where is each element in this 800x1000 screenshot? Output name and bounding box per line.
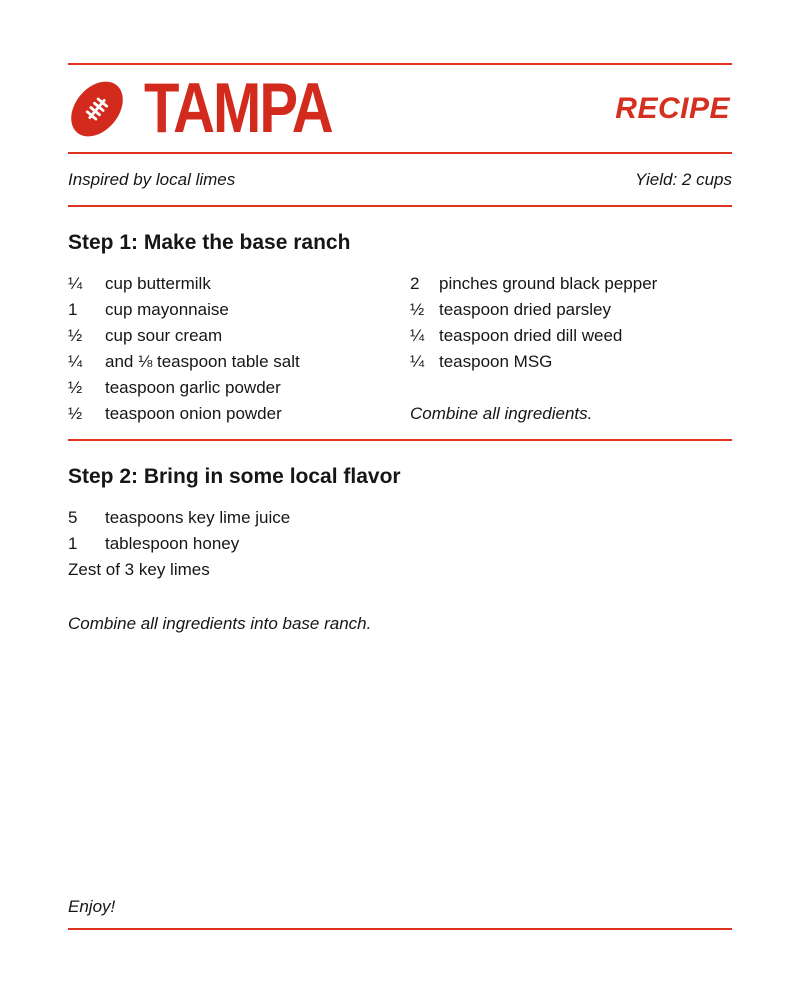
ingredient-row [410,271,732,297]
step2-title: Step 2: Bring in some local flavor [68,465,401,488]
ingredient-name: tablespoon honey [105,534,240,553]
ingredient-row [68,271,410,297]
ingredient-name: teaspoon dried dill weed [439,326,623,345]
ingredient-quantity: 1 [68,300,78,319]
ingredient-row [68,349,410,375]
ingredient-name: teaspoons key lime juice [105,508,291,527]
step2-ingredients [68,505,732,557]
doc-type-label: RECIPE [615,91,730,125]
ingredient-quantity: 1 [68,534,78,553]
step1-note: Combine all ingredients. [410,404,593,423]
closing-text: Enjoy! [68,897,116,916]
ingredient-quantity: ½ [68,404,83,423]
tampa-logo [68,68,332,148]
divider-meta [68,205,732,207]
step1-section [68,231,732,427]
ingredient-row [68,323,410,349]
football-icon [68,77,126,141]
step1-right-list [410,271,732,375]
ingredient-quantity: ¼ [410,326,425,345]
ingredient-row [68,401,410,427]
ingredient-quantity: ½ [68,326,83,345]
ingredient-row [68,531,732,557]
meta-row [68,154,732,205]
ingredient-name: teaspoon MSG [439,352,553,371]
divider-bottom [68,928,732,930]
ingredient-name: teaspoon dried parsley [439,300,612,319]
ingredient-name: pinches ground black pepper [439,274,658,293]
ingredient-name: cup buttermilk [105,274,211,293]
yield-text: Yield: 2 cups [634,169,732,189]
ingredient-row [68,375,410,401]
ingredient-name: cup sour cream [105,326,223,345]
ingredient-quantity: ¼ [68,274,83,293]
ingredient-quantity: ½ [410,300,425,319]
step2-extra-line: Zest of 3 key limes [68,560,210,579]
inspiration-text: Inspired by local limes [68,169,236,189]
divider-step2 [68,439,732,441]
header [68,65,732,152]
ingredient-name: and ⅛ teaspoon table salt [105,352,300,371]
ingredient-name: teaspoon garlic powder [105,378,281,397]
ingredient-quantity: ½ [68,378,83,397]
ingredient-row [410,323,732,349]
ingredient-name: teaspoon onion powder [105,404,282,423]
step1-title: Step 1: Make the base ranch [68,231,351,254]
ingredient-name: cup mayonnaise [105,300,229,319]
logo-wordmark: TAMPA [144,68,332,148]
step1-ingredients [68,271,732,427]
ingredient-quantity: 5 [68,508,78,527]
step1-ingredients-right [410,271,732,427]
ingredient-row [410,349,732,375]
ingredient-quantity: 2 [410,274,420,293]
ingredient-row [68,297,410,323]
step2-section [68,465,732,637]
step2-note: Combine all ingredients into base ranch. [68,614,372,633]
ingredient-row [68,505,732,531]
ingredient-quantity: ¼ [68,352,83,371]
ingredient-row [410,297,732,323]
ingredient-quantity: ¼ [410,352,425,371]
step1-ingredients-left [68,271,410,427]
